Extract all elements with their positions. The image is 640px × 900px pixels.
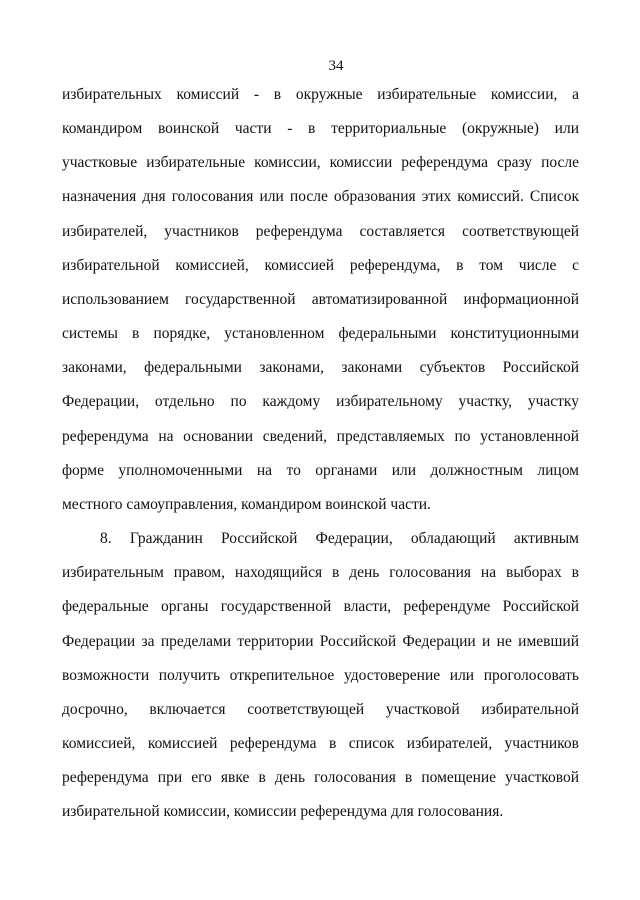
text-line: законами, федеральными законами, законами субъектов Российской	[62, 359, 579, 377]
paragraph-8	[62, 522, 579, 829]
text-line: избирательной комиссии, комиссии референдума для голосования.	[62, 803, 504, 821]
text-line: избирательным правом, находящийся в день голосования на выборах в	[62, 564, 579, 582]
text-line: командиром воинской части - в территориальные (окружные) или	[62, 120, 579, 138]
text-line: участковые избирательные комиссии, комиссии референдума сразу после	[62, 154, 579, 172]
text-line: Федерации, отдельно по каждому избирательному участку, участку	[62, 393, 579, 411]
text-line: назначения дня голосования или после образования этих комиссий. Список	[62, 188, 579, 206]
page-number: 34	[328, 58, 344, 74]
document-body	[62, 78, 579, 829]
text-line: референдума на основании сведений, представляемых по установленной	[62, 427, 579, 445]
text-line: избирателей, участников референдума составляется соответствующей	[62, 222, 579, 240]
text-line: референдума при его явке в день голосования в помещение участковой	[62, 769, 579, 787]
paragraph-continuation	[62, 78, 579, 522]
text-line: системы в порядке, установленном федеральными конституционными	[62, 325, 579, 343]
text-line: избирательных комиссий - в окружные избирательные комиссии, а	[62, 86, 579, 103]
text-line: комиссией, комиссией референдума в список избирателей, участников	[62, 734, 579, 752]
text-line: избирательной комиссией, комиссией референдума, в том числе с	[62, 256, 579, 274]
text-line: использованием государственной автоматизированной информационной	[62, 290, 579, 308]
text-line: досрочно, включается соответствующей участковой избирательной	[62, 700, 579, 718]
text-line: возможности получить открепительное удостоверение или проголосовать	[62, 666, 579, 684]
text-line: федеральные органы государственной власти, референдуме Российской	[62, 598, 579, 616]
text-line: 8. Гражданин Российской Федерации, обладающий активным	[100, 530, 579, 548]
text-line: местного самоуправления, командиром воинской части.	[62, 495, 431, 513]
text-line: форме уполномоченными на то органами или должностным лицом	[62, 461, 579, 479]
text-line: Федерации за пределами территории Российской Федерации и не имевший	[62, 632, 579, 650]
